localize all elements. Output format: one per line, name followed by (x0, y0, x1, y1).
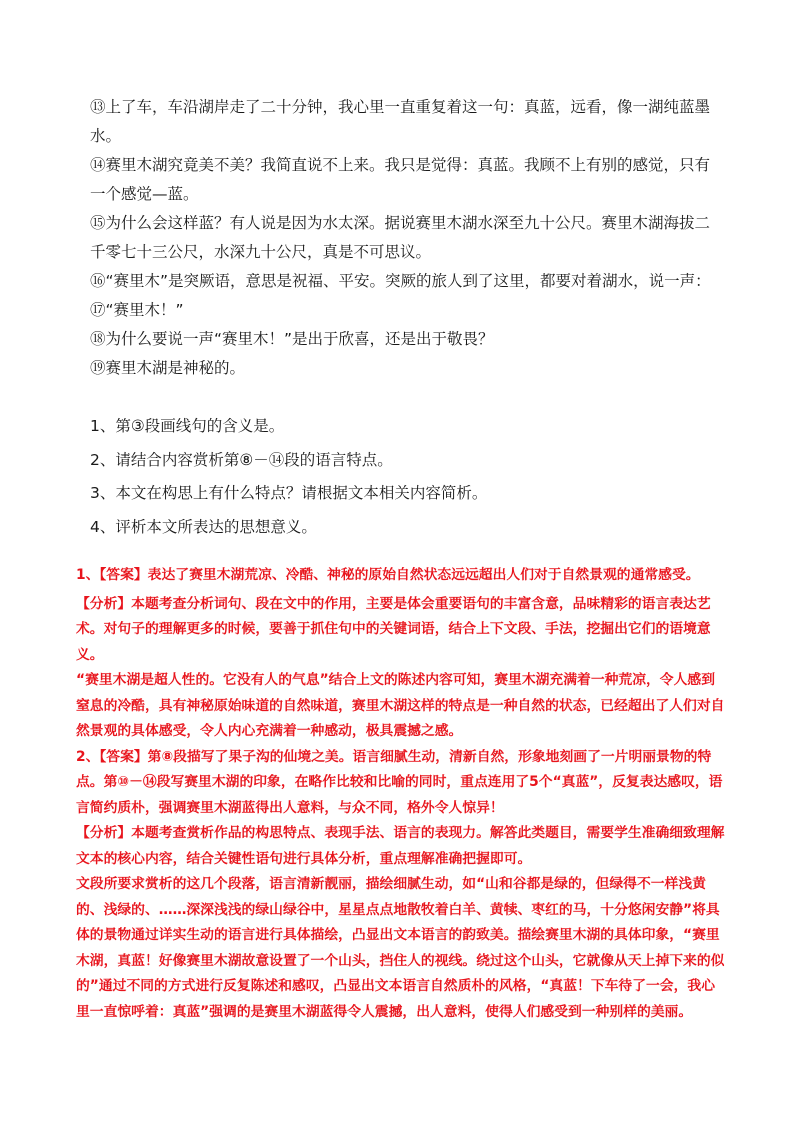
paragraph-14: ⑭赛里木湖究竟美不美？我简直说不上来。我只是觉得：真蓝。我顾不上有别的感觉，只有一个感觉—蓝。 (90, 156, 711, 203)
explanation-1: “赛里木湖是超人性的。它没有人的气息”结合上文的陈述内容可知，赛里木湖充满着一种荒凉，令人感到窒息的冷酷，具有神秘原始味道的自然味道，赛里木湖这样的特点是一种自然的状态，已经超出了人们对自然景观的具体感受，令人内心充满着一种感动，极具震撼之感。 (76, 672, 725, 739)
answer-section (76, 563, 726, 1025)
analysis-2: 【分析】本题考查赏析作品的构思特点、表现手法、语言的表现力。解答此类题目，需要学生准确细致理解文本的核心内容，结合关键性语句进行具体分析，重点理解准确把握即可。 (76, 825, 725, 867)
paragraph-18: ⑱为什么要说一声“赛里木！”是出于欣喜，还是出于敬畏？ (90, 330, 494, 348)
paragraph-17: ⑰“赛里木！” (90, 301, 184, 319)
question-4: 4、评析本文所表达的思想意义。 (90, 517, 317, 536)
explanation-2: 文段所要求赏析的这几个段落，语言清新靓丽，描绘细腻生动，如“山和谷都是绿的，但绿得不一样浅黄的、浅绿的、……深深浅浅的绿山绿谷中，星星点点地散牧着白羊、黄犊、枣红的马，十分悠闲安静”将具体的景物通过详实生动的语言进行具体描绘，凸显出文本语言的韵致美。描绘赛里木湖的具体印象，“赛里木湖，真蓝！好像赛里木湖故意设置了一个山头，挡住人的视线。绕过这个山头，它就像从天上掉下来的似的”通过不同的方式进行反复陈述和感叹，凸显出文本语言自然质朴的风格，“真蓝！下车待了一会，我心里一直惊呼着：真蓝”强调的是赛里木湖蓝得令人震撼，出人意料，使得人们感受到一种别样的美丽。 (76, 876, 725, 1020)
question-1: 1、第③段画线句的含义是。 (90, 417, 285, 435)
passage (90, 93, 722, 383)
question-list (90, 410, 722, 544)
analysis-1: 【分析】本题考查分析词句、段在文中的作用，主要是体会重要语句的丰富含意，品味精彩的语言表达艺术。对句子的理解更多的时候，要善于抓住句中的关键词语，结合上下文段、手法，挖掘出它们的语境意义。 (76, 595, 711, 663)
answer-2: 2、【答案】第⑧段描写了果子沟的仙境之美。语言细腻生动，清新自然，形象地刻画了一片明丽景物的特点。第⑩－⑭段写赛里木湖的印象，在略作比较和比喻的同时，重点连用了5个“真蓝”，反复表达感叹，语言简约质朴，强调赛里木湖蓝得出人意料，与众不同，格外令人惊异！ (76, 748, 723, 816)
paragraph-19: ⑲赛里木湖是神秘的。 (90, 359, 246, 377)
paragraph-16: ⑯“赛里木”是突厥语，意思是祝福、平安。突厥的旅人到了这里，都要对着湖水，说一声： (90, 272, 711, 290)
question-2: 2、请结合内容赏析第⑧－⑭段的语言特点。 (90, 450, 393, 469)
paragraph-13: ⑬上了车，车沿湖岸走了二十分钟，我心里一直重复着这一句：真蓝，远看，像一湖纯蓝墨水。 (90, 98, 711, 145)
answer-1: 1、【答案】表达了赛里木湖荒凉、冷酷、神秘的原始自然状态远远超出人们对于自然景观的通常感受。 (76, 567, 700, 583)
question-3: 3、本文在构思上有什么特点？请根据文本相关内容简析。 (90, 484, 488, 502)
paragraph-15: ⑮为什么会这样蓝？有人说是因为水太深。据说赛里木湖水深至九十公尺。赛里木湖海拔二千零七十三公尺，水深九十公尺，真是不可思议。 (90, 214, 711, 261)
